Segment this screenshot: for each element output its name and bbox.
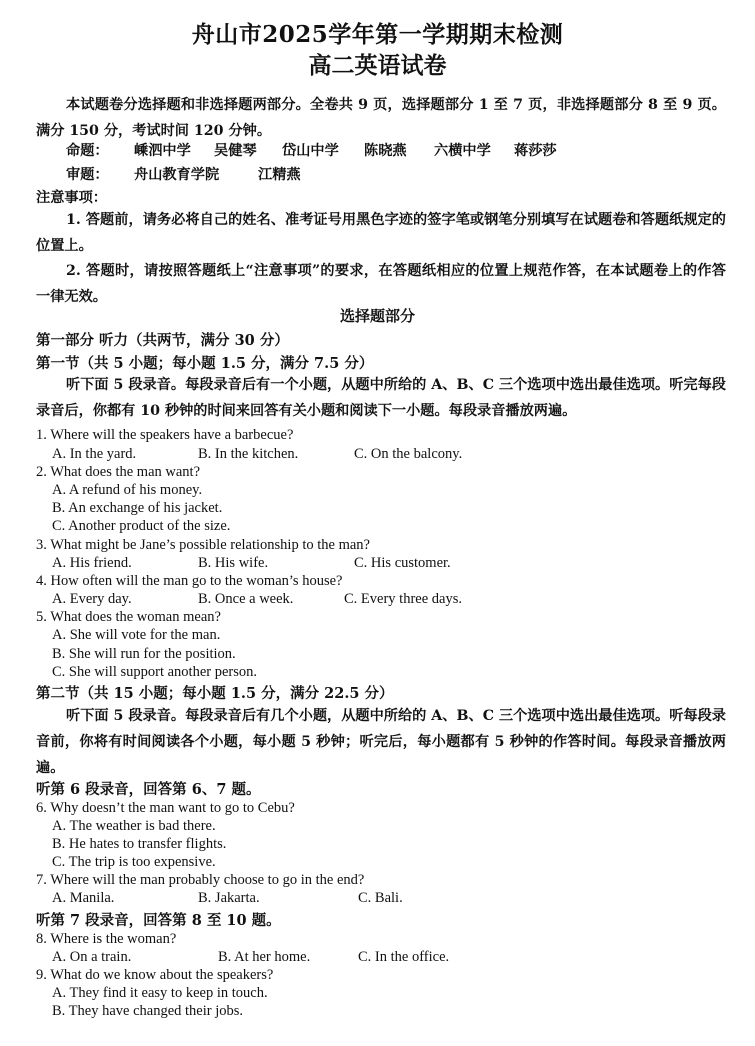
- section-title: 选择题部分: [339, 307, 415, 325]
- exam-subtitle: 高二英语试卷: [308, 52, 447, 79]
- segment-6-heading: 听第 6 段录音，回答第 6、7 题。: [36, 781, 261, 798]
- reviewer-name: 江精燕: [258, 167, 301, 183]
- proposers-label: 命题：: [66, 143, 109, 159]
- question-5-option-b: B. She will run for the position.: [52, 646, 236, 662]
- question-1-option-a: A. In the yard.: [52, 446, 137, 462]
- question-5-option-a: A. She will vote for the man.: [52, 627, 221, 643]
- question-5-stem: 5. What does the woman mean?: [36, 609, 221, 625]
- question-5-option-c: C. She will support another person.: [52, 664, 257, 680]
- question-1-option-b: B. In the kitchen.: [198, 446, 299, 462]
- reviewer-label: 审题：: [66, 167, 109, 183]
- question-7-stem: 7. Where will the man probably choose to go in the end?: [36, 872, 365, 888]
- question-4-option-b: B. Once a week.: [198, 591, 294, 607]
- question-8-option-b: B. At her home.: [218, 949, 311, 965]
- question-6-option-a: A. The weather is bad there.: [52, 818, 216, 834]
- reviewer-row: [66, 165, 301, 185]
- question-4-option-a: A. Every day.: [52, 591, 132, 607]
- question-2-option-b: B. An exchange of his jacket.: [52, 500, 223, 516]
- question-3-option-b: B. His wife.: [198, 555, 269, 571]
- notice-1: 1. 答题前，请务必将自己的姓名、准考证号用黑色字迹的签字笔或钢笔分别填写在试题卷和答题纸规定的位置上。: [36, 212, 726, 254]
- proposer-name: 吴健琴: [214, 143, 257, 159]
- part1-section1-title: 第一节（共 5 小题；每小题 1.5 分，满分 7.5 分）: [36, 355, 374, 372]
- question-2-option-c: C. Another product of the size.: [52, 518, 231, 534]
- proposer-school: 六横中学: [434, 143, 491, 159]
- question-4-stem: 4. How often will the man go to the woman’s house?: [36, 573, 343, 589]
- question-9-option-a: A. They find it easy to keep in touch.: [52, 985, 268, 1001]
- question-8-stem: 8. Where is the woman?: [36, 931, 177, 947]
- part1-section2-title: 第二节（共 15 小题；每小题 1.5 分，满分 22.5 分）: [36, 685, 394, 702]
- intro-paragraph: 本试题卷分选择题和非选择题两部分。全卷共 9 页，选择题部分 1 至 7 页，非选择题部分 8 至 9 页。满分 150 分，考试时间 120 分钟。: [36, 97, 726, 139]
- proposer-name: 陈晓燕: [364, 143, 407, 159]
- proposer-name: 蒋莎莎: [514, 143, 557, 159]
- reviewer-org: 舟山教育学院: [134, 167, 220, 183]
- question-2-stem: 2. What does the man want?: [36, 464, 201, 480]
- question-3-stem: 3. What might be Jane’s possible relationship to the man?: [36, 537, 370, 553]
- section2-instructions: 听下面 5 段录音。每段录音后有几个小题，从题中所给的 A、B、C 三个选项中选出最佳选项。听每段录音前，你将有时间阅读各个小题，每小题 5 秒钟；听完后，每小题都有 5 秒钟的作答时间。每段录音播放两遍。: [36, 708, 726, 776]
- question-2-option-a: A. A refund of his money.: [52, 482, 203, 498]
- question-6-stem: 6. Why doesn’t the man want to go to Cebu?: [36, 800, 295, 816]
- proposer-school: 嵊泗中学: [134, 143, 191, 159]
- notice-2: 2. 答题时，请按照答题纸上“注意事项”的要求，在答题纸相应的位置上规范作答，在本试题卷上的作答一律无效。: [36, 263, 726, 305]
- question-7-option-a: A. Manila.: [52, 890, 115, 906]
- proposers-row: [66, 141, 557, 161]
- question-9-option-b: B. They have changed their jobs.: [52, 1003, 243, 1019]
- segment-7-heading: 听第 7 段录音，回答第 8 至 10 题。: [36, 912, 281, 929]
- question-7-option-c: C. Bali.: [358, 890, 403, 906]
- question-6-option-c: C. The trip is too expensive.: [52, 854, 216, 870]
- question-9-stem: 9. What do we know about the speakers?: [36, 967, 274, 983]
- question-4-option-c: C. Every three days.: [344, 591, 462, 607]
- question-7-option-b: B. Jakarta.: [198, 890, 260, 906]
- part1-title: 第一部分 听力（共两节，满分 30 分）: [36, 332, 289, 349]
- question-3-option-a: A. His friend.: [52, 555, 132, 571]
- notice-title: 注意事项：: [36, 190, 107, 206]
- proposer-school: 岱山中学: [282, 143, 339, 159]
- question-8-option-c: C. In the office.: [358, 949, 450, 965]
- question-1-option-c: C. On the balcony.: [354, 446, 463, 462]
- section1-instructions: 听下面 5 段录音。每段录音后有一个小题，从题中所给的 A、B、C 三个选项中选出最佳选项。听完每段录音后，你都有 10 秒钟的时间来回答有关小题和阅读下一小题。每段录音播放两遍。: [36, 377, 726, 419]
- question-8-option-a: A. On a train.: [52, 949, 132, 965]
- exam-title: 舟山市2025学年第一学期期末检测: [191, 21, 564, 48]
- question-3-option-c: C. His customer.: [354, 555, 451, 571]
- question-6-option-b: B. He hates to transfer flights.: [52, 836, 227, 852]
- question-1-stem: 1. Where will the speakers have a barbecue?: [36, 427, 294, 443]
